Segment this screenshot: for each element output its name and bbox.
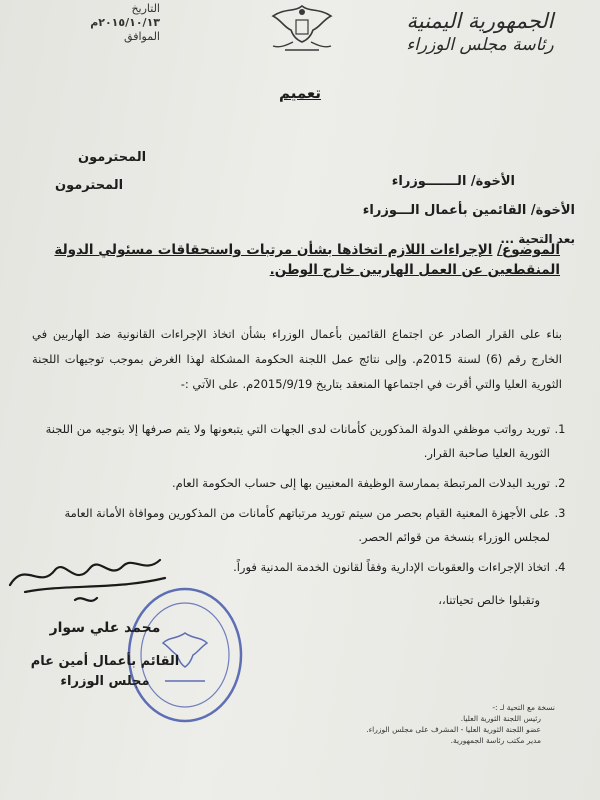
- list-item: مدير مكتب رئاسة الجمهورية.: [450, 736, 541, 745]
- copies-heading: نسخة مع التحية لـ :-: [492, 703, 555, 712]
- letterhead-left: [10, 2, 160, 44]
- eagle-emblem-icon: [255, 0, 350, 58]
- date-value: ٢٠١٥/١٠/١٣م: [90, 16, 160, 29]
- item-text: اتخاذ الإجراءات والعقوبات الإدارية وفقاً لقانون الخدمة المدنية فوراً.: [233, 560, 550, 574]
- honorific-2: المحترمون: [55, 178, 124, 193]
- list-item: رئيس اللجنة الثورية العليا.: [460, 714, 541, 723]
- list-item: [25, 417, 570, 465]
- honorific-1: المحترمون: [78, 150, 147, 165]
- document-title: تعميم: [278, 84, 322, 102]
- copies-block: [345, 702, 555, 746]
- item-number: 3.: [554, 506, 566, 520]
- subject-line-2: المنقطعين عن العمل الهاربين خارج الوطن.: [269, 262, 560, 278]
- addressee-1: الأخوة/ الـــــــوزراء: [391, 174, 515, 189]
- list-item: [25, 471, 570, 495]
- letterhead-right: [390, 8, 570, 56]
- item-text: توريد رواتب موظفي الدولة المذكورين كأمانات لدى الجهات التي يتبعونها ولا يتم صرفها إلا بتوجيه من اللجنة الثورية العليا صاحبة القرار.: [45, 422, 550, 460]
- date-label: التاريخ: [131, 2, 160, 15]
- item-text: توريد البدلات المرتبطة بممارسة الوظيفة المعنيين بها إلى حساب الحكومة العام.: [172, 476, 550, 490]
- subject-line-1: الإجراءات اللازم اتخاذها بشأن مرتبات واستحقاقات مسئولي الدولة: [54, 242, 493, 258]
- item-number: 1.: [554, 422, 566, 436]
- item-text: على الأجهزة المعنية القيام بحصر من سيتم توريد مرتباتهم كأمانات من المذكورين وموافاة الأمانة العامة لمجلس الوزراء بنسخة من قوائم الحصر.: [64, 506, 550, 544]
- letterhead-office: رئاسة مجلس الوزراء: [406, 35, 554, 55]
- greeting: بعد التحية ...: [500, 232, 575, 246]
- item-number: 2.: [554, 476, 566, 490]
- corresponding-label: الموافق: [124, 30, 160, 43]
- closing-line: وتقبلوا خالص تحياتنا،،: [438, 593, 540, 607]
- subject: [40, 240, 560, 280]
- subject-label: الموضوع/: [497, 242, 560, 258]
- letterhead-country: الجمهورية اليمنية: [406, 9, 554, 33]
- list-item: عضو اللجنة الثورية العليا - المشرف على مجلس الوزراء.: [366, 725, 541, 734]
- addressee-2: الأخوة/ القائمين بأعمال الـــوزراء: [362, 203, 575, 218]
- signer-title: القائم بأعمال أمين عام مجلس الوزراء: [30, 654, 180, 689]
- item-number: 4.: [554, 560, 566, 574]
- signer-block: [15, 618, 195, 692]
- signer-name: محمد علي سوار: [49, 620, 161, 636]
- body-paragraph: بناء على القرار الصادر عن اجتماع القائمين بأعمال الوزراء بشأن اتخاذ الإجراءات القانونية ضد الهاربين في الخارج رقم (6) لسنة 2015م. وإلى نتائج عمل اللجنة الحكومة المشكلة لهذا الغرض بموجب توجيهات اللجنة الثورية العليا والتي أقرت في اجتماعها المنعقد بتاريخ 2015/9/19م. على الآتي :-: [32, 327, 563, 391]
